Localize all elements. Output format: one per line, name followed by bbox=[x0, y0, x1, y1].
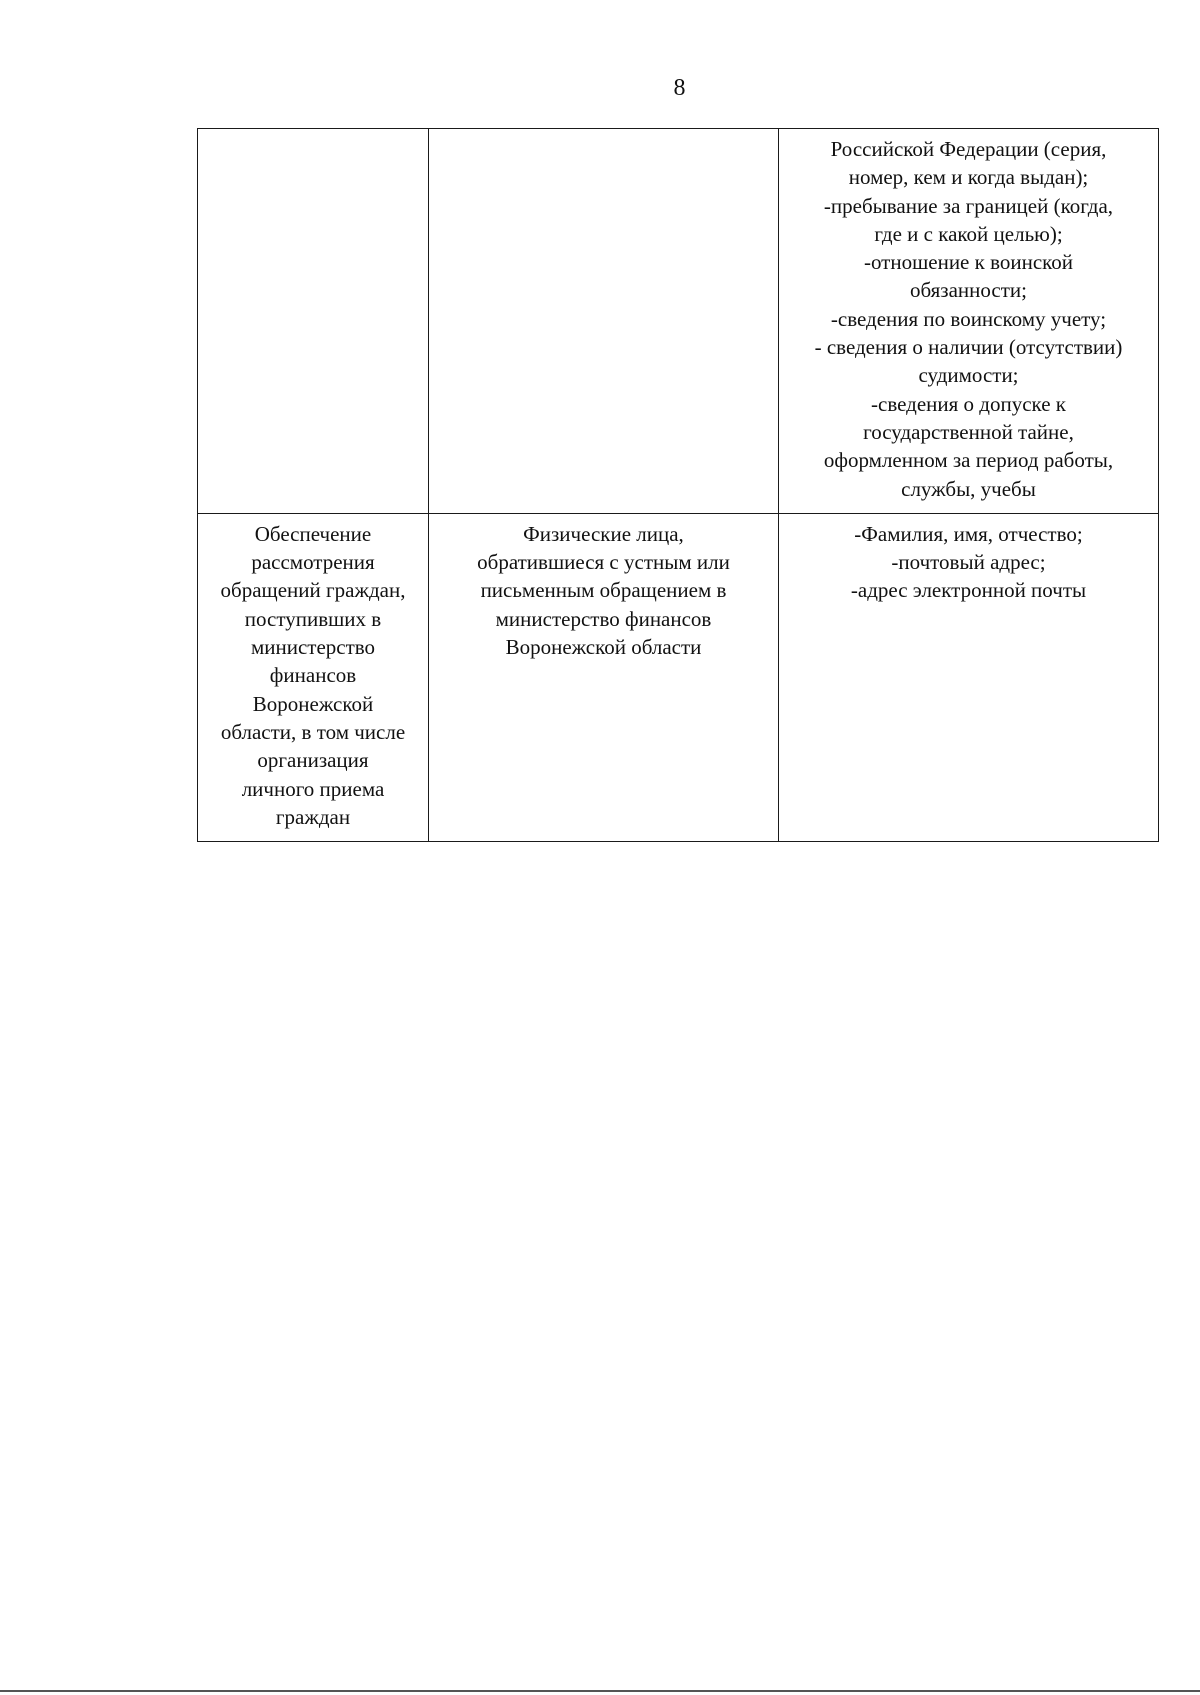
scan-bottom-edge bbox=[0, 1690, 1200, 1692]
table-cell-data-list: -Фамилия, имя, отчество; -почтовый адрес; -адрес электронной почты bbox=[779, 513, 1159, 841]
table-cell-purpose bbox=[198, 129, 429, 514]
page-number: 8 bbox=[673, 75, 686, 101]
table-cell-subjects: Физические лица, обратившиеся с устным или письменным обращением в министерство финансов Воронежской области bbox=[429, 513, 779, 841]
table-row bbox=[198, 129, 1159, 514]
table-cell-purpose: Обеспечение рассмотрения обращений граждан, поступивших в министерство финансов Воронежской области, в том числе организация личного приема граждан bbox=[198, 513, 429, 841]
table-cell-subjects bbox=[429, 129, 779, 514]
table-row bbox=[198, 513, 1159, 841]
table-cell-data-list: Российской Федерации (серия, номер, кем и когда выдан); -пребывание за границей (когда, где и с какой целью); -отношение к воинской обязанности; -сведения по воинскому учету; - сведения о наличии (отсутствии) судимости; -сведения о допуске к государственной тайне, оформленном за период работы, службы, учебы bbox=[779, 129, 1159, 514]
data-table bbox=[197, 128, 1159, 842]
